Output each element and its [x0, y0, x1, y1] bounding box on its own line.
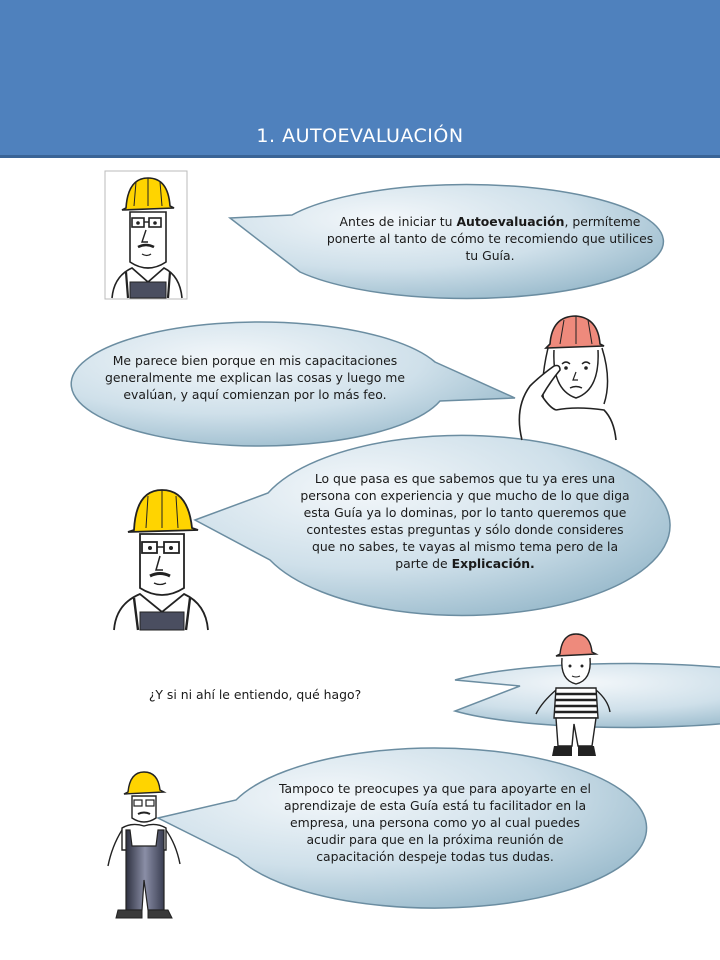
page-title: 1. AUTOEVALUACIÓN	[256, 125, 464, 147]
engineer-illustration-2	[108, 484, 214, 632]
worker-full-body-illustration	[530, 632, 616, 762]
bubble-1-text: Antes de iniciar tu Autoevaluación, permíteme ponerte al tanto de cómo te recomiendo que utilices tu Guía.	[326, 214, 654, 263]
engineer-full-body-illustration	[104, 770, 188, 922]
engineer-illustration-1	[104, 170, 188, 302]
worker-woman-illustration	[500, 312, 620, 442]
bubble-2-text: Me parece bien porque en mis capacitaciones generalmente me explican las cosas y luego me evalúan, y aquí comienzan por lo más feo.	[105, 353, 405, 402]
bubble-4-text: ¿Y si ni ahí le entiendo, qué hago?	[148, 687, 362, 702]
bubble-5-text: Tampoco te preocupes ya que para apoyarte en el aprendizaje de esta Guía está tu facilitador en la empresa, una persona como yo al cual puedes acudir para que en la próxima reunión de capacitación despeje todas tus dudas.	[278, 781, 591, 864]
bubble-3-text: Lo que pasa es que sabemos que tu ya eres una persona con experiencia y que mucho de lo que diga esta Guía ya lo dominas, por lo tanto queremos que contestes estas preguntas y sólo donde consideres que no sabes, te vayas al mismo tema pero de la parte de Explicación.	[300, 471, 630, 571]
